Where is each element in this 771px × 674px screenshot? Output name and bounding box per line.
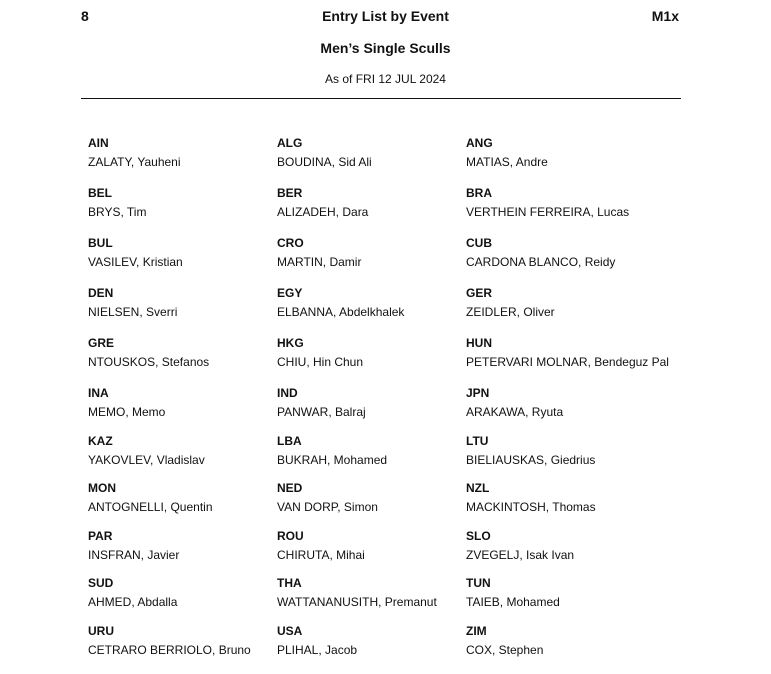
entry-item xyxy=(277,384,366,422)
athlete-name: MEMO, Memo xyxy=(88,405,166,419)
athlete-name: PANWAR, Balraj xyxy=(277,405,366,419)
athlete-name: CETRARO BERRIOLO, Bruno xyxy=(88,642,251,657)
entry-item xyxy=(466,479,596,517)
entry-item xyxy=(466,184,629,222)
athlete-name: BUKRAH, Mohamed xyxy=(277,452,388,467)
entry-item xyxy=(88,184,146,222)
noc-code: BRA xyxy=(466,186,492,200)
noc-code: BUL xyxy=(88,236,113,250)
noc-code: HKG xyxy=(277,336,304,350)
noc-code: SUD xyxy=(88,576,114,590)
athlete-name: ZVEGELJ, Isak Ivan xyxy=(466,547,575,562)
noc-code: INA xyxy=(88,386,109,400)
athlete-name: ALIZADEH, Dara xyxy=(277,205,369,219)
entry-row xyxy=(88,284,748,334)
entry-row xyxy=(88,527,748,575)
entry-row xyxy=(88,384,748,432)
entry-item xyxy=(88,234,183,272)
athlete-name: BOUDINA, Sid Ali xyxy=(277,155,372,169)
athlete-name: NIELSEN, Sverri xyxy=(88,305,178,319)
noc-code: BEL xyxy=(88,186,112,200)
athlete-name: ARAKAWA, Ryuta xyxy=(466,405,564,419)
athlete-name: PLIHAL, Jacob xyxy=(277,642,358,657)
noc-code: CUB xyxy=(466,236,492,250)
noc-code: KAZ xyxy=(88,433,113,448)
entry-item xyxy=(88,574,177,612)
noc-code: MON xyxy=(88,481,116,495)
entry-item xyxy=(277,479,378,517)
entry-item xyxy=(466,622,543,660)
noc-code: ZIM xyxy=(466,623,487,638)
athlete-name: BIELIAUSKAS, Giedrius xyxy=(466,452,596,467)
entry-item xyxy=(277,184,368,222)
noc-code: ROU xyxy=(277,528,304,543)
entry-item xyxy=(88,134,181,172)
page-number: 8 xyxy=(81,8,89,24)
entry-item xyxy=(88,432,205,470)
entry-item xyxy=(466,384,563,422)
entry-row xyxy=(88,234,748,284)
entry-item xyxy=(88,527,179,565)
entry-item xyxy=(88,284,177,322)
noc-code: ALG xyxy=(277,136,303,150)
entry-row xyxy=(88,184,748,234)
athlete-name: NTOUSKOS, Stefanos xyxy=(88,355,210,369)
entry-item xyxy=(466,134,548,172)
entry-item xyxy=(277,527,365,565)
noc-code: BER xyxy=(277,186,303,200)
noc-code: AIN xyxy=(88,136,109,150)
noc-code: GER xyxy=(466,286,493,300)
entry-item xyxy=(466,432,595,470)
entry-item xyxy=(466,527,574,565)
athlete-name: COX, Stephen xyxy=(466,642,544,657)
entry-item xyxy=(466,234,615,272)
noc-code: CRO xyxy=(277,236,304,250)
noc-code: URU xyxy=(88,623,114,638)
entry-item xyxy=(466,574,560,612)
event-name: Men’s Single Sculls xyxy=(320,40,451,56)
entry-row xyxy=(88,134,748,184)
athlete-name: ZEIDLER, Oliver xyxy=(466,305,555,319)
noc-code: IND xyxy=(277,386,298,400)
event-code: M1x xyxy=(651,8,679,24)
entry-item xyxy=(277,134,372,172)
noc-code: ANG xyxy=(466,136,493,150)
athlete-name: MARTIN, Damir xyxy=(277,255,362,269)
entry-item xyxy=(277,234,361,272)
entry-row xyxy=(88,479,748,527)
athlete-name: MACKINTOSH, Thomas xyxy=(466,500,596,514)
entry-item xyxy=(88,334,209,372)
athlete-name: VERTHEIN FERREIRA, Lucas xyxy=(466,205,630,219)
entry-item xyxy=(277,334,363,372)
athlete-name: PETERVARI MOLNAR, Bendeguz Pal xyxy=(466,355,669,369)
athlete-name: CARDONA BLANCO, Reidy xyxy=(466,255,616,269)
noc-code: JPN xyxy=(466,386,490,400)
athlete-name: BRYS, Tim xyxy=(88,205,147,219)
document-title: Entry List by Event xyxy=(322,8,449,24)
entry-item xyxy=(277,574,437,612)
athlete-name: VAN DORP, Simon xyxy=(277,500,378,514)
entry-item xyxy=(88,384,165,422)
athlete-name: WATTANANUSITH, Premanut xyxy=(277,595,437,609)
athlete-name: TAIEB, Mohamed xyxy=(466,595,560,609)
noc-code: THA xyxy=(277,576,302,590)
header-divider xyxy=(81,98,681,99)
entry-item xyxy=(277,284,404,322)
entry-grid xyxy=(88,134,748,669)
noc-code: HUN xyxy=(466,336,492,350)
as-of-date: As of FRI 12 JUL 2024 xyxy=(325,72,446,86)
noc-code: LTU xyxy=(466,433,489,448)
athlete-name: VASILEV, Kristian xyxy=(88,255,183,269)
noc-code: PAR xyxy=(88,528,113,543)
noc-code: NZL xyxy=(466,481,490,495)
entry-item xyxy=(88,622,251,660)
athlete-name: ELBANNA, Abdelkhalek xyxy=(277,305,405,319)
entry-item xyxy=(466,334,669,372)
entry-row xyxy=(88,574,748,622)
entry-item xyxy=(277,432,387,470)
athlete-name: CHIU, Hin Chun xyxy=(277,355,364,369)
athlete-name: INSFRAN, Javier xyxy=(88,547,180,562)
athlete-name: YAKOVLEV, Vladislav xyxy=(88,452,205,467)
noc-code: LBA xyxy=(277,433,302,448)
noc-code: NED xyxy=(277,481,303,495)
noc-code: EGY xyxy=(277,286,303,300)
entry-row xyxy=(88,334,748,384)
noc-code: SLO xyxy=(466,528,491,543)
entry-row xyxy=(88,622,748,670)
entry-item xyxy=(277,622,357,660)
noc-code: GRE xyxy=(88,336,115,350)
athlete-name: CHIRUTA, Mihai xyxy=(277,547,365,562)
athlete-name: MATIAS, Andre xyxy=(466,155,548,169)
entry-item xyxy=(466,284,555,322)
noc-code: TUN xyxy=(466,576,491,590)
athlete-name: ZALATY, Yauheni xyxy=(88,155,181,169)
entry-item xyxy=(88,479,213,517)
noc-code: USA xyxy=(277,623,303,638)
entry-row xyxy=(88,432,748,480)
noc-code: DEN xyxy=(88,286,114,300)
athlete-name: AHMED, Abdalla xyxy=(88,595,178,609)
athlete-name: ANTOGNELLI, Quentin xyxy=(88,500,213,514)
